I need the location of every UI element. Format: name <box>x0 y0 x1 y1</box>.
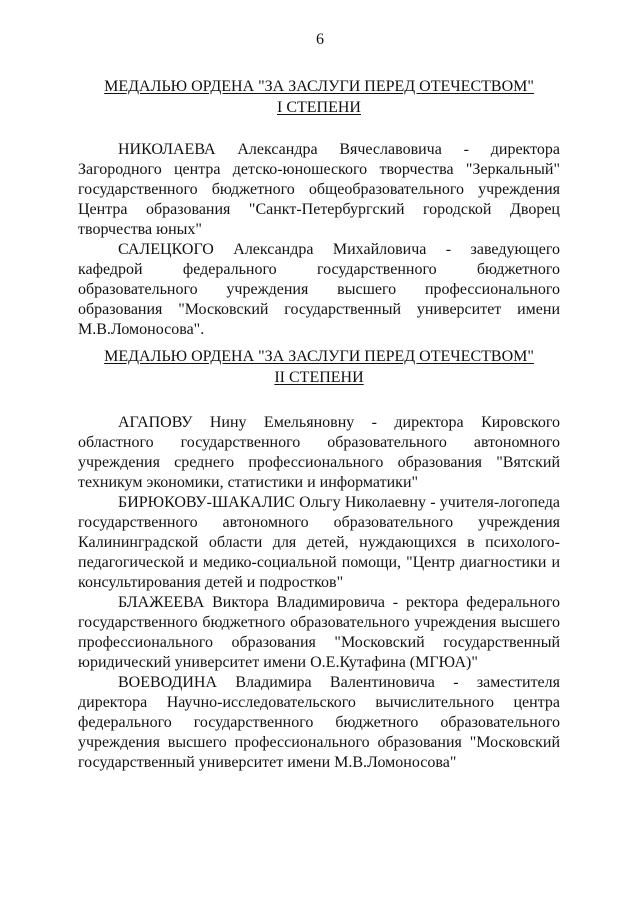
recipient-list <box>78 140 560 340</box>
recipient-list <box>78 413 560 773</box>
recipient-entry: НИКОЛАЕВА Александра Вячеславовича - директора Загородного центра детско-юношеского творчества "Зеркальный" государственного бюджетного общеобразовательного учреждения Центра образования "Санкт-Петербургский городской Дворец творчества юных" <box>78 141 560 238</box>
page-number: 6 <box>316 31 324 48</box>
heading-degree: I СТЕПЕНИ <box>277 99 361 116</box>
recipient-entry: САЛЕЦКОГО Александра Михайловича - заведующего кафедрой федерального государственного бюджетного образовательного учреждения высшего профессионального образования "Московский государственный университет имени М.В.Ломоносова". <box>78 241 560 338</box>
recipient-entry: АГАПОВУ Нину Емельяновну - директора Кировского областного государственного образовательного автономного учреждения среднего профессионального образования "Вятский техникум экономики, статистики и информатики" <box>78 414 560 491</box>
recipient-entry: ВОЕВОДИНА Владимира Валентиновича - заместителя директора Научно-исследовательского вычислительного центра федерального государственного бюджетного образовательного учреждения высшего профессионального образования "Московский государственный университет имени М.В.Ломоносова" <box>78 674 560 771</box>
heading-title: МЕДАЛЬЮ ОРДЕНА "ЗА ЗАСЛУГИ ПЕРЕД ОТЕЧЕСТВОМ" <box>104 348 534 365</box>
recipient-entry: БЛАЖЕЕВА Виктора Владимировича - ректора федерального государственного бюджетного образовательного учреждения высшего профессионального образования "Московский государственный юридический университет имени О.Е.Кутафина (МГЮА)" <box>78 594 560 671</box>
heading-title: МЕДАЛЬЮ ОРДЕНА "ЗА ЗАСЛУГИ ПЕРЕД ОТЕЧЕСТВОМ" <box>104 78 534 95</box>
award-section-first-degree <box>78 76 560 340</box>
award-section-second-degree <box>78 346 560 773</box>
section-heading <box>78 76 560 118</box>
section-heading <box>78 346 560 388</box>
recipient-entry: БИРЮКОВУ-ШАКАЛИС Ольгу Николаевну - учителя-логопеда государственного автономного образовательного учреждения Калининградской области для детей, нуждающихся в психолого-педагогической и медико-социальной помощи, "Центр диагностики и консультирования детей и подростков" <box>78 494 560 591</box>
heading-degree: II СТЕПЕНИ <box>274 369 364 386</box>
